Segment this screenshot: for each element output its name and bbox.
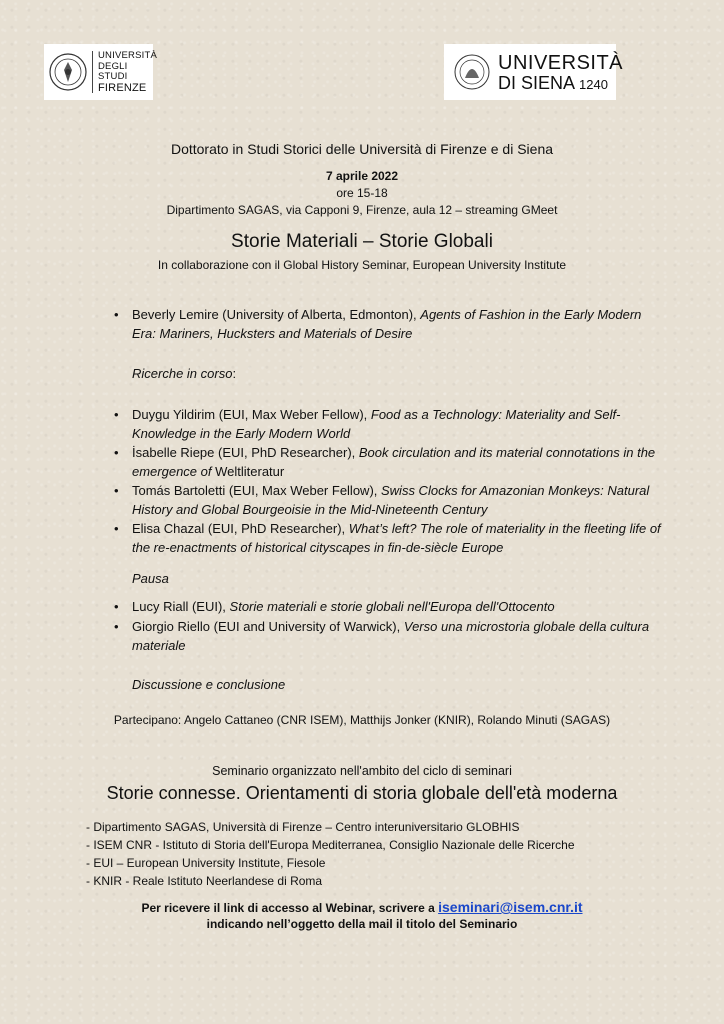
- firenze-seal-icon: [48, 52, 88, 92]
- organizer-item: - ISEM CNR - Istituto di Storia dell'Europa Mediterranea, Consiglio Nazionale delle Ricerche: [86, 838, 575, 852]
- firenze-logo-line3: FIRENZE: [98, 81, 147, 94]
- ricerche-heading: Ricerche in corso: [132, 366, 233, 381]
- event-date: 7 aprile 2022: [325, 169, 399, 183]
- siena-logo-line1: UNIVERSITÀ: [498, 51, 624, 74]
- talk-speaker: Giorgio Riello (EUI and University of Warwick),: [132, 619, 404, 634]
- program-name: Dottorato in Studi Storici delle Università di Firenze e di Siena: [170, 141, 554, 157]
- series-intro: Seminario organizzato nell'ambito del ciclo di seminari: [212, 764, 512, 778]
- talk-speaker: Elisa Chazal (EUI, PhD Researcher),: [132, 521, 349, 536]
- talk-title-line2-plain: emergence of: [132, 464, 216, 479]
- bullet-icon: •: [114, 483, 119, 498]
- bullet-icon: •: [114, 599, 119, 614]
- logo-universita-firenze: [44, 44, 158, 100]
- talk-title-line1: What’s left? The role of materiality in the fleeting life of: [348, 521, 661, 536]
- ricerche-heading-colon: :: [232, 366, 237, 381]
- firenze-logo-line1: UNIVERSITÀ: [98, 50, 158, 61]
- footer-instruction-2: indicando nell’oggetto della mail il titolo del Seminario: [206, 917, 518, 931]
- organizer-item: - KNIR - Reale Istituto Neerlandese di Roma: [86, 874, 323, 888]
- organizer-item: - Dipartimento SAGAS, Università di Firenze – Centro interuniversitario GLOBHIS: [86, 820, 520, 834]
- siena-seal-icon: [452, 52, 492, 92]
- footer-instruction: Per ricevere il link di accesso al Webinar, scrivere a: [141, 901, 439, 915]
- siena-logo-line2: DI SIENA: [498, 72, 575, 93]
- organizers-list: [86, 818, 575, 890]
- firenze-logo-line2: DEGLI STUDI: [98, 60, 128, 82]
- keynote-title-line1: Agents of Fashion in the Early Modern: [420, 307, 642, 322]
- talk-title-line2: Weltliteratur: [215, 464, 285, 479]
- talk-title-line1: Storie materiali e storie globali nell'Europa dell'Ottocento: [229, 599, 555, 614]
- email-link[interactable]: iseminari@isem.cnr.it: [438, 899, 583, 915]
- participants-line: Partecipano: Angelo Cattaneo (CNR ISEM), Matthijs Jonker (KNIR), Rolando Minuti (SAGAS): [113, 713, 611, 727]
- keynote-speaker: Beverly Lemire (University of Alberta, Edmonton),: [132, 307, 421, 322]
- event-place: Dipartimento SAGAS, via Capponi 9, Firenze, aula 12 – streaming GMeet: [166, 203, 558, 217]
- talk-title-line1: Food as a Technology: Materiality and Self-: [370, 407, 621, 422]
- talk-speaker: Tomás Bartoletti (EUI, Max Weber Fellow),: [132, 483, 381, 498]
- keynote-title-line2: Era: Mariners, Hucksters and Materials of Desire: [132, 326, 413, 341]
- talk-title-line2: materiale: [132, 638, 186, 653]
- talk-title-line2: History and Global Bourgeoisie in the Mid-Nineteenth Century: [132, 502, 488, 517]
- siena-logo-year: 1240: [579, 76, 608, 92]
- talk-title-line1: Verso una microstoria globale della cultura: [403, 619, 650, 634]
- collaboration-note: In collaborazione con il Global History Seminar, European University Institute: [157, 258, 567, 272]
- talk-speaker: Duygu Yildirim (EUI, Max Weber Fellow),: [132, 407, 371, 422]
- event-hour: ore 15-18: [336, 186, 388, 200]
- talk-title-line1: Swiss Clocks for Amazonian Monkeys: Natural: [381, 483, 650, 498]
- bullet-icon: •: [114, 307, 119, 322]
- talk-speaker: Lucy Riall (EUI),: [132, 599, 230, 614]
- seminar-title: Storie Materiali – Storie Globali: [231, 231, 493, 252]
- series-title: Storie connesse. Orientamenti di storia globale dell'età moderna: [106, 783, 618, 803]
- talk-speaker: İsabelle Riepe (EUI, PhD Researcher),: [132, 445, 359, 460]
- bullet-icon: •: [114, 619, 119, 634]
- bullet-icon: •: [114, 407, 119, 422]
- talk-title-line2: the re-enactments of historical cityscapes in fin-de-siècle Europe: [132, 540, 504, 555]
- discussione-heading: Discussione e conclusione: [132, 677, 286, 692]
- logo-universita-siena: [444, 44, 624, 100]
- bullet-icon: •: [114, 445, 119, 460]
- talk-title-line2: Knowledge in the Early Modern World: [132, 426, 351, 441]
- organizer-item: - EUI – European University Institute, Fiesole: [86, 856, 326, 870]
- pausa-heading: Pausa: [132, 571, 169, 586]
- bullet-icon: •: [114, 521, 119, 536]
- talk-title-line1: Book circulation and its material connotations in the: [358, 445, 656, 460]
